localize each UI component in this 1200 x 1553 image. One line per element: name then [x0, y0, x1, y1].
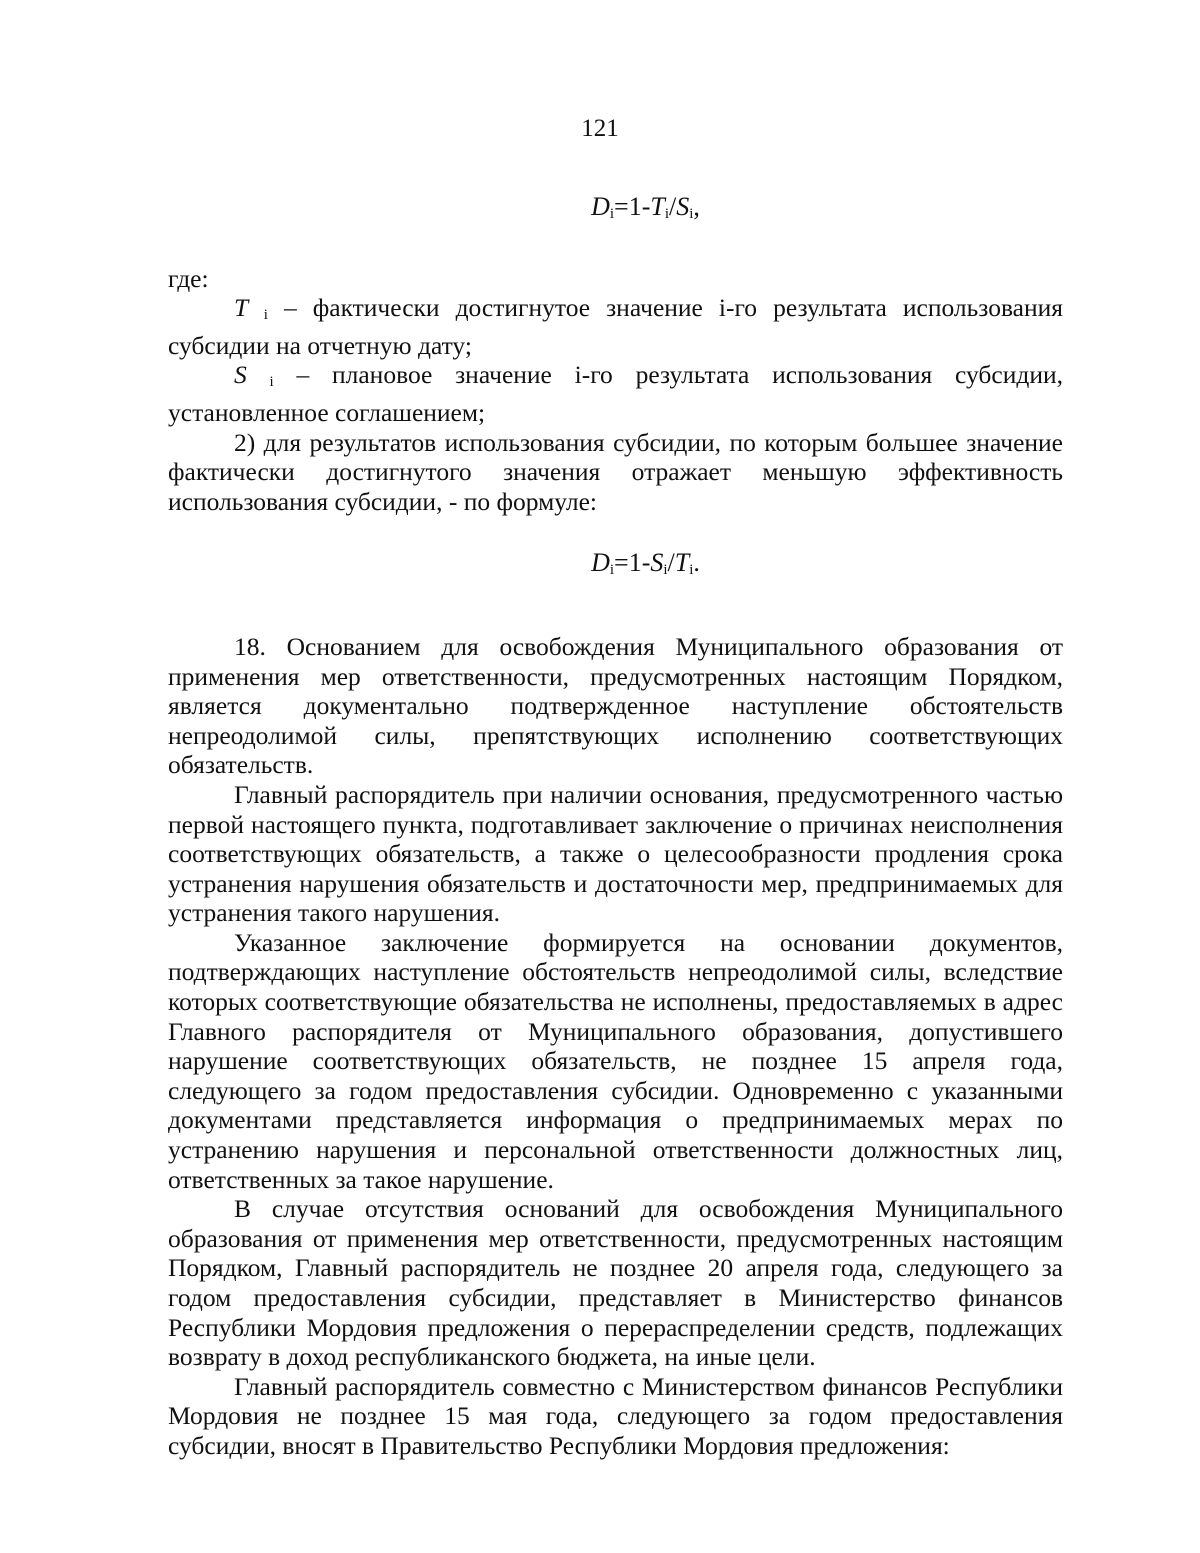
formula-subscript: i — [609, 562, 615, 579]
formula-symbol-d: D — [591, 548, 610, 578]
paragraph-no-grounds: В случае отсутствия оснований для освобождения Муниципального образования от применения мер ответственности, предусмотренных настоящим Порядком, Главный распорядитель не позднее 20 апреля года, следующего за годом предоставления субсидии, представляет в Министерство финансов Республики Мордовия предложения о перераспределении средств, подлежащих возврату в доход республиканского бюджета, на иные цели. — [168, 1194, 1063, 1372]
formula-subscript: i — [689, 562, 694, 579]
formula-symbol-s: S — [650, 548, 664, 578]
formula-symbol-s: S — [676, 192, 690, 221]
formula-symbol-t: T — [650, 192, 665, 221]
paragraph-conclusion-basis: Указанное заключение формируется на основании документов, подтверждающих наступление обстоятельств непреодолимой силы, вследствие которых соответствующие обязательства не исполнены, предоставляемых в адрес Главного распорядителя от Муниципального образования, допустившего нарушение соответствующих обязательств, не позднее 15 апреля года, следующего за годом предоставления субсидии. Одновременно с указанными документами представляется информация о предпринимаемых мерах по устранению нарушения и персональной ответственности должностных лиц, ответственных за такое нарушение. — [168, 927, 1063, 1194]
formula-punctuation: , — [693, 192, 700, 221]
paragraph-joint-proposals: Главный распорядитель совместно с Министерством финансов Республики Мордовия не позднее 15 мая года, следующего за годом предоставления субсидии, вносят в Правительство Республики Мордовия предложения: — [168, 1371, 1063, 1460]
formula-symbol-d: D — [591, 192, 610, 221]
page-number: 121 — [581, 115, 619, 142]
formula-operator: / — [669, 192, 677, 221]
formula-subscript: i — [689, 206, 694, 222]
symbol-letter: T — [234, 293, 248, 323]
definition-t — [168, 293, 1063, 360]
paragraph-conclusion-preparation: Главный распорядитель при наличии основания, предусмотренного частью первой настоящего пункта, подготавливает заключение о причинах неисполнения соответствующих обязательств, а также о целесообразности продления срока устранения нарушения обязательств и достаточности мер, предпринимаемых для устранения такого нарушения. — [168, 779, 1063, 928]
definition-text: – фактически достигнутое значение i-го результата использования субсидии на отчетную дату; — [168, 293, 1063, 360]
formula-di-1 — [168, 192, 1063, 230]
item-2-paragraph: 2) для результатов использования субсидии, по которым большее значение фактически достигнутого значения отражает меньшую эффективность использования субсидии, - по формуле: — [168, 427, 1063, 516]
paragraph-18: 18. Основанием для освобождения Муниципального образования от применения мер ответственности, предусмотренных настоящим Порядком, является документально подтвержденное наступление обстоятельств непреодолимой силы, препятствующих исполнению соответствующих обязательств. — [168, 631, 1063, 780]
formula-di-2 — [168, 548, 1063, 586]
formula-subscript: i — [663, 562, 668, 579]
symbol-subscript: i — [269, 374, 274, 391]
document-body — [168, 192, 1063, 1461]
formula-operator: =1- — [614, 192, 651, 221]
symbol-subscript: i — [263, 307, 268, 324]
formula-operator: =1- — [614, 548, 651, 578]
formula-subscript: i — [664, 206, 669, 222]
where-label: где: — [168, 263, 209, 293]
symbol-letter: S — [234, 360, 247, 390]
definition-symbol-t — [234, 293, 268, 322]
formula-symbol-t: T — [674, 548, 690, 578]
definition-text: – плановое значение i-го результата использования субсидии, установленное соглашением; — [168, 360, 1063, 427]
definition-s — [168, 360, 1063, 427]
formula-operator: / — [667, 548, 675, 578]
definition-symbol-s — [234, 360, 274, 389]
formula-subscript: i — [609, 206, 615, 222]
formula-punctuation: . — [693, 548, 700, 578]
